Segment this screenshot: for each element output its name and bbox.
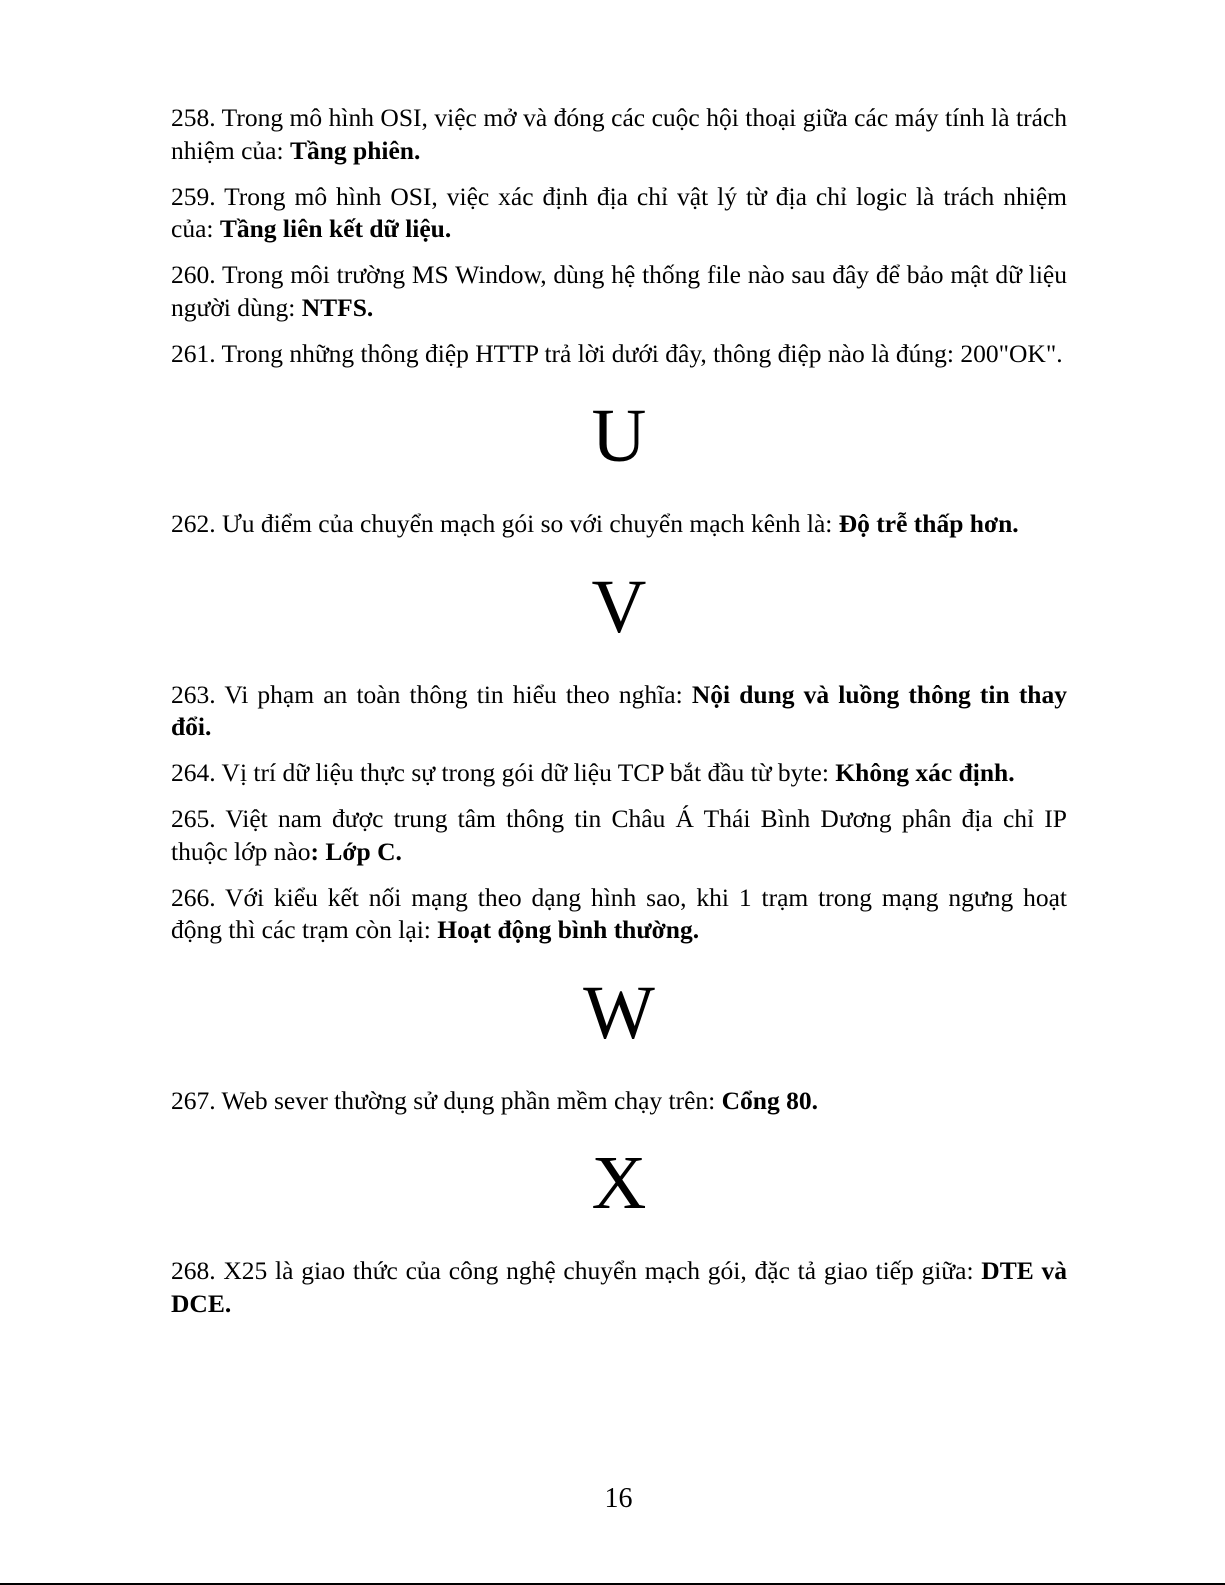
answer-text: Tầng liên kết dữ liệu. <box>219 214 452 243</box>
question-264 <box>171 757 1067 790</box>
question-text: 263. Vi phạm an toàn thông tin hiểu theo nghĩa: <box>171 679 692 709</box>
question-text: 266. Với kiểu kết nối mạng theo dạng hình sao, khi 1 trạm trong mạng ngưng hoạt động thì các trạm còn lại: <box>171 882 1067 944</box>
question-265 <box>171 803 1067 868</box>
question-text: 260. Trong môi trường MS Window, dùng hệ thống file nào sau đây để bảo mật dữ liệu người dùng: <box>171 260 1067 322</box>
question-text: 264. Vị trí dữ liệu thực sự trong gói dữ liệu TCP bắt đầu từ byte: <box>171 758 836 787</box>
answer-text: NTFS. <box>301 292 374 322</box>
question-text: 258. Trong mô hình OSI, việc mở và đóng các cuộc hội thoại giữa các máy tính là trách nhiệm của: <box>171 103 1067 165</box>
question-text: 267. Web sever thường sử dụng phần mềm chạy trên: <box>171 1085 722 1115</box>
section-heading-w: W <box>583 970 655 1055</box>
question-text: 259. Trong mô hình OSI, việc xác định địa chỉ vật lý từ địa chỉ logic là trách nhiệm của: <box>171 181 1067 243</box>
section-heading-u: U <box>591 394 647 478</box>
question-268 <box>171 1255 1067 1320</box>
answer-text: Hoạt động bình thường. <box>437 915 700 944</box>
section-heading-v: V <box>591 564 647 649</box>
question-text: 265. Việt nam được trung tâm thông tin Châu Á Thái Bình Dương phân địa chỉ IP thuộc lớp nào <box>171 804 1067 866</box>
question-267 <box>171 1085 1067 1118</box>
section-heading-x: X <box>591 1141 647 1225</box>
answer-text: Tầng phiên. <box>289 135 421 165</box>
question-262 <box>171 508 1067 541</box>
question-259 <box>171 181 1067 246</box>
question-266 <box>171 882 1067 947</box>
question-261 <box>171 338 1067 371</box>
page-number: 16 <box>604 1483 633 1514</box>
answer-text: Nội dung và luồng thông tin thay đổi. <box>171 679 1067 741</box>
document-page <box>171 102 1067 1334</box>
question-258 <box>171 102 1067 167</box>
question-263 <box>171 679 1067 744</box>
question-text: 262. Ưu điểm của chuyển mạch gói so với chuyển mạch kênh là: <box>171 509 839 538</box>
answer-text: DTE và DCE. <box>171 1256 1067 1318</box>
answer-text: Không xác định. <box>835 758 1015 787</box>
question-260 <box>171 259 1067 324</box>
answer-text: : Lớp C. <box>310 836 402 866</box>
answer-text: Độ trễ thấp hơn. <box>838 509 1019 538</box>
answer-text: Cổng 80. <box>721 1085 818 1115</box>
question-text: 261. Trong những thông điệp HTTP trả lời dưới đây, thông điệp nào là đúng: 200"OK". <box>171 338 1063 368</box>
question-text: 268. X25 là giao thức của công nghệ chuyển mạch gói, đặc tả giao tiếp giữa: <box>171 1256 982 1285</box>
